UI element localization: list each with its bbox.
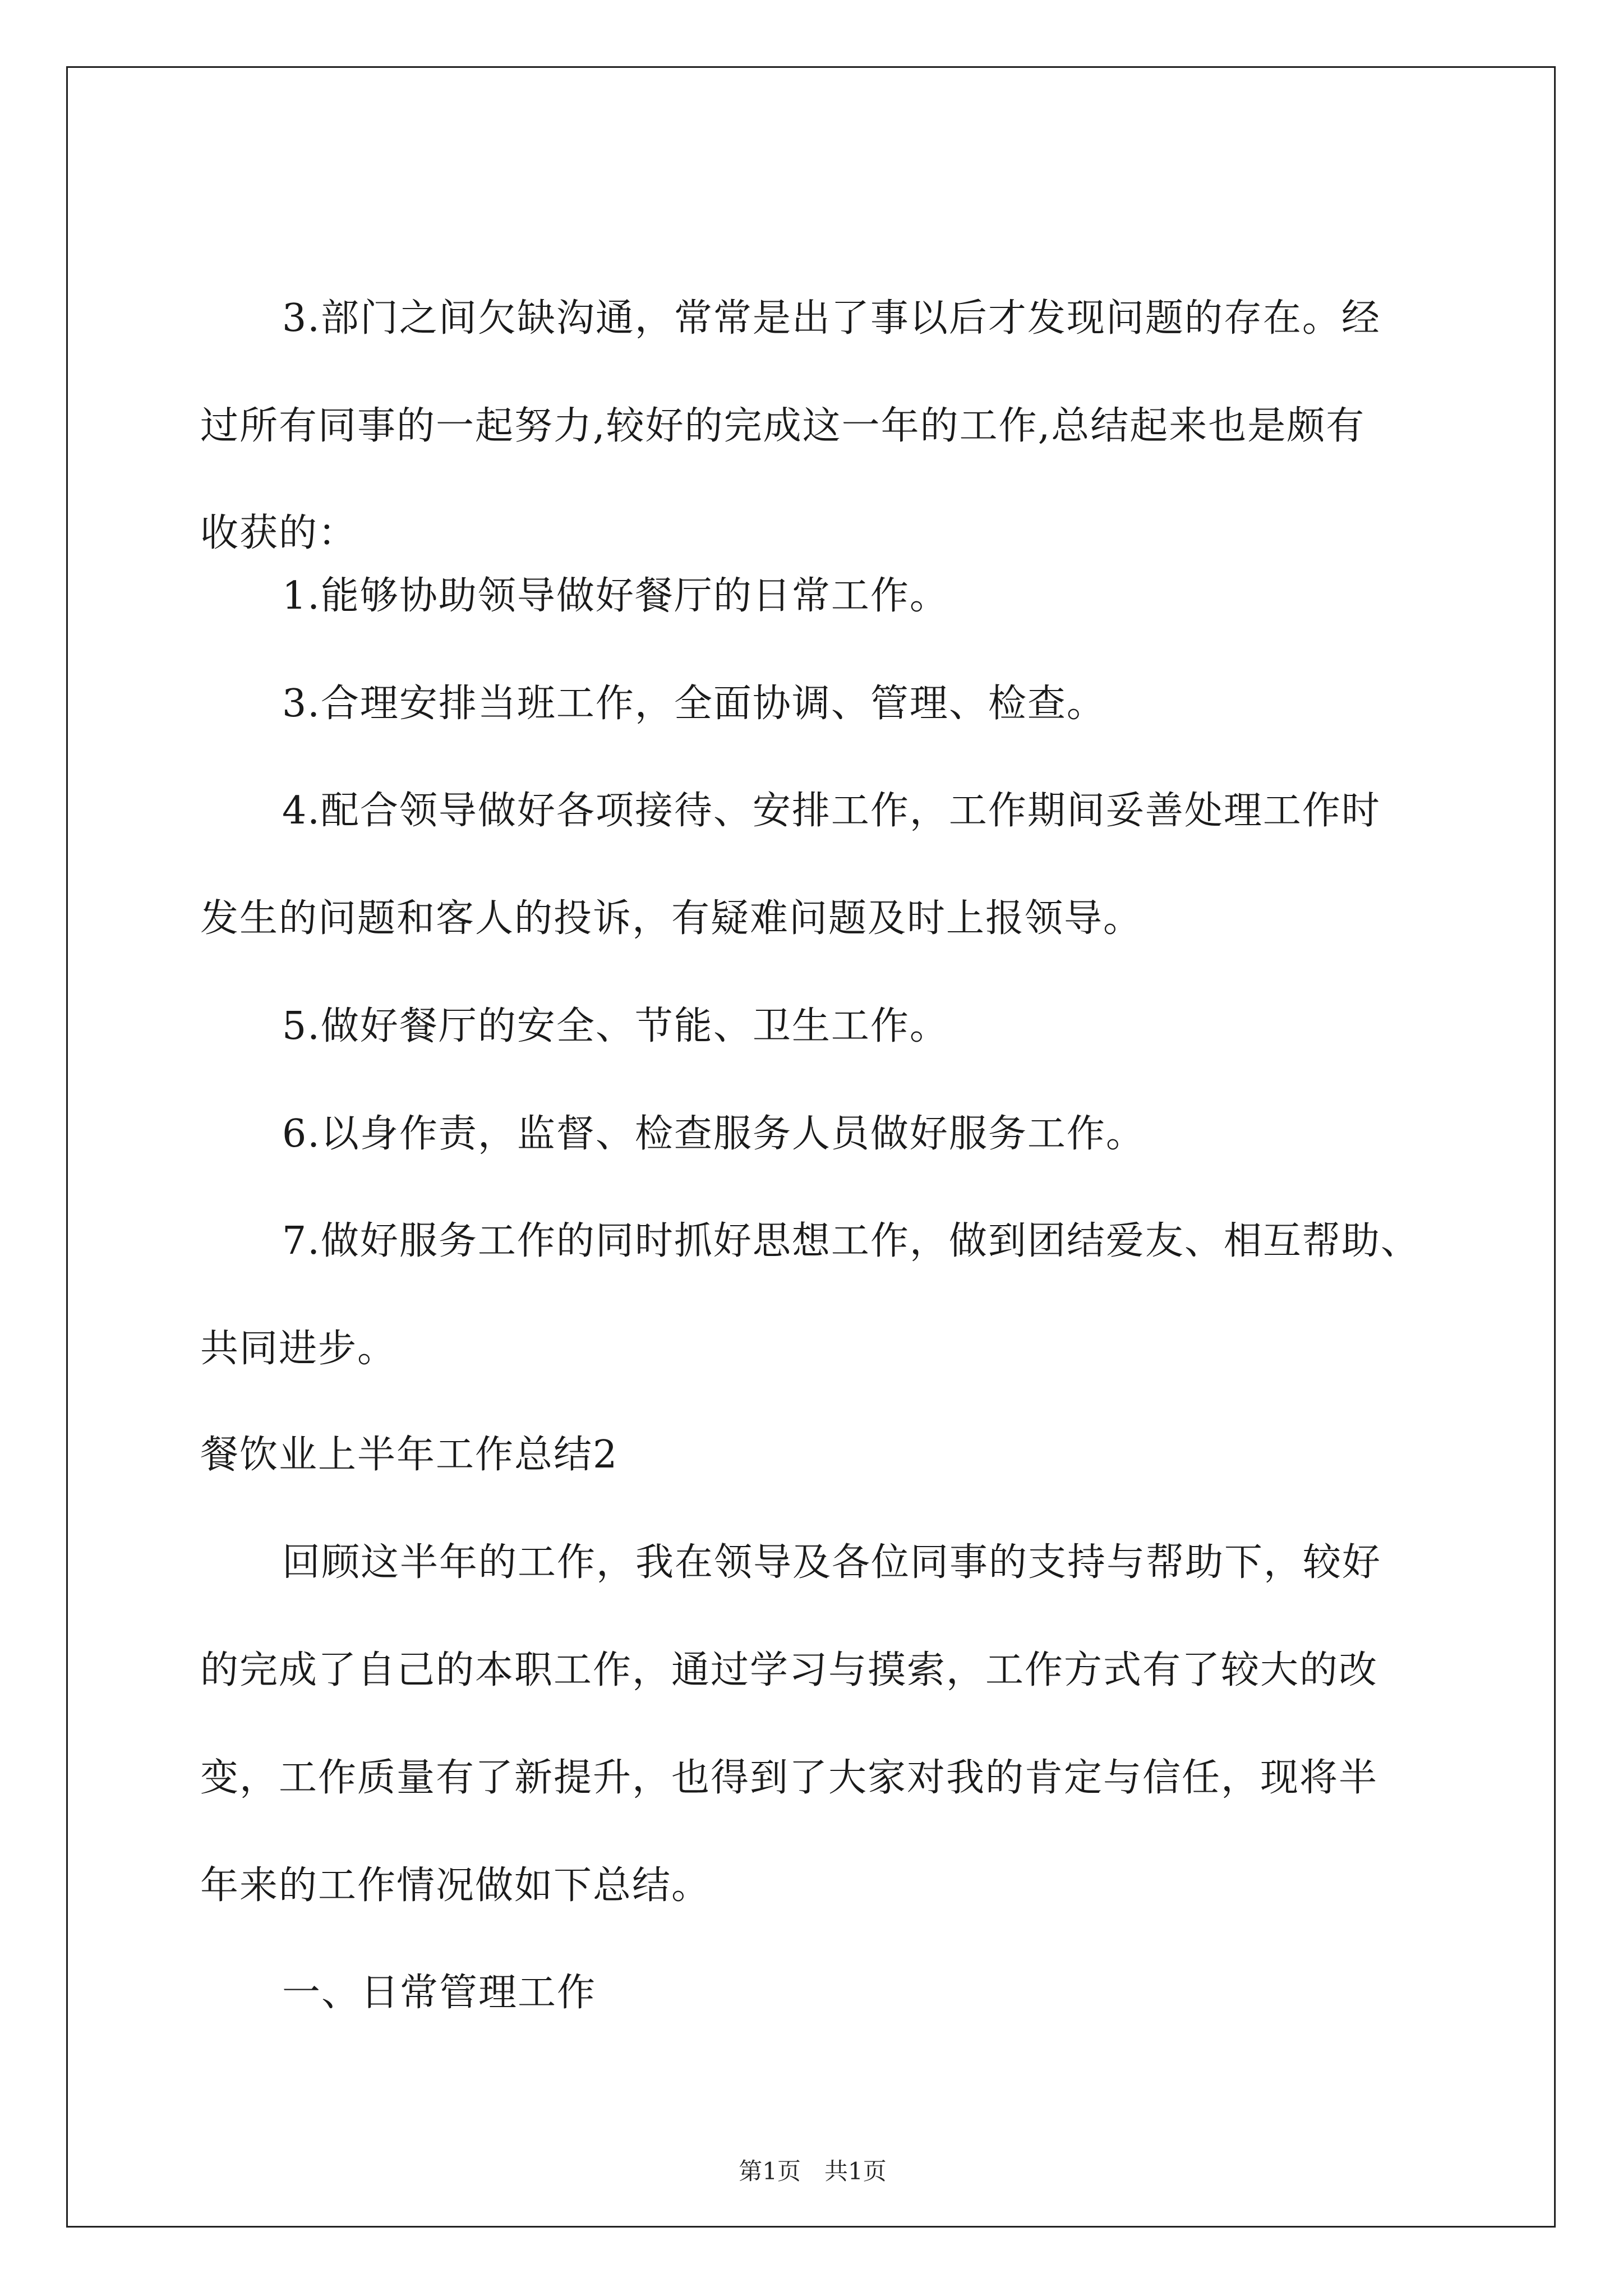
paragraph-line: 7.做好服务工作的同时抓好思想工作，做到团结爱友、相互帮助、 (282, 1219, 1420, 1263)
paragraph-line: 6.以身作责，监督、检查服务人员做好服务工作。 (282, 1112, 1145, 1156)
paragraph-line: 收获的： (200, 511, 358, 555)
paragraph-line: 4.配合领导做好各项接待、安排工作，工作期间妥善处理工作时 (282, 789, 1381, 833)
paragraph-line: 3.合理安排当班工作，全面协调、管理、检查。 (282, 682, 1106, 726)
paragraph-line: 3.部门之间欠缺沟通，常常是出了事以后才发现问题的存在。经 (282, 296, 1381, 341)
paragraph-line: 发生的问题和客人的投诉，有疑难问题及时上报领导。 (200, 896, 1143, 941)
paragraph-line: 5.做好餐厅的安全、节能、卫生工作。 (282, 1004, 949, 1048)
paragraph-line: 1.能够协助领导做好餐厅的日常工作。 (282, 574, 949, 618)
paragraph-line: 的完成了自己的本职工作，通过学习与摸索，工作方式有了较大的改 (200, 1648, 1378, 1692)
page-frame (66, 66, 1556, 2228)
paragraph-line: 年来的工作情况做如下总结。 (200, 1864, 711, 1908)
paragraph-line: 共同进步。 (200, 1327, 397, 1371)
page-number-footer: 第1页 共1页 (739, 2157, 887, 2185)
paragraph-line: 回顾这半年的工作，我在领导及各位同事的支持与帮助下，较好 (282, 1540, 1382, 1585)
paragraph-line: 过所有同事的一起努力,较好的完成这一年的工作,总结起来也是颇有 (200, 404, 1366, 448)
paragraph-line: 变，工作质量有了新提升，也得到了大家对我的肯定与信任，现将半 (200, 1756, 1378, 1800)
subsection-heading: 一、日常管理工作 (282, 1971, 597, 2015)
section-heading: 餐饮业上半年工作总结2 (200, 1433, 619, 1477)
